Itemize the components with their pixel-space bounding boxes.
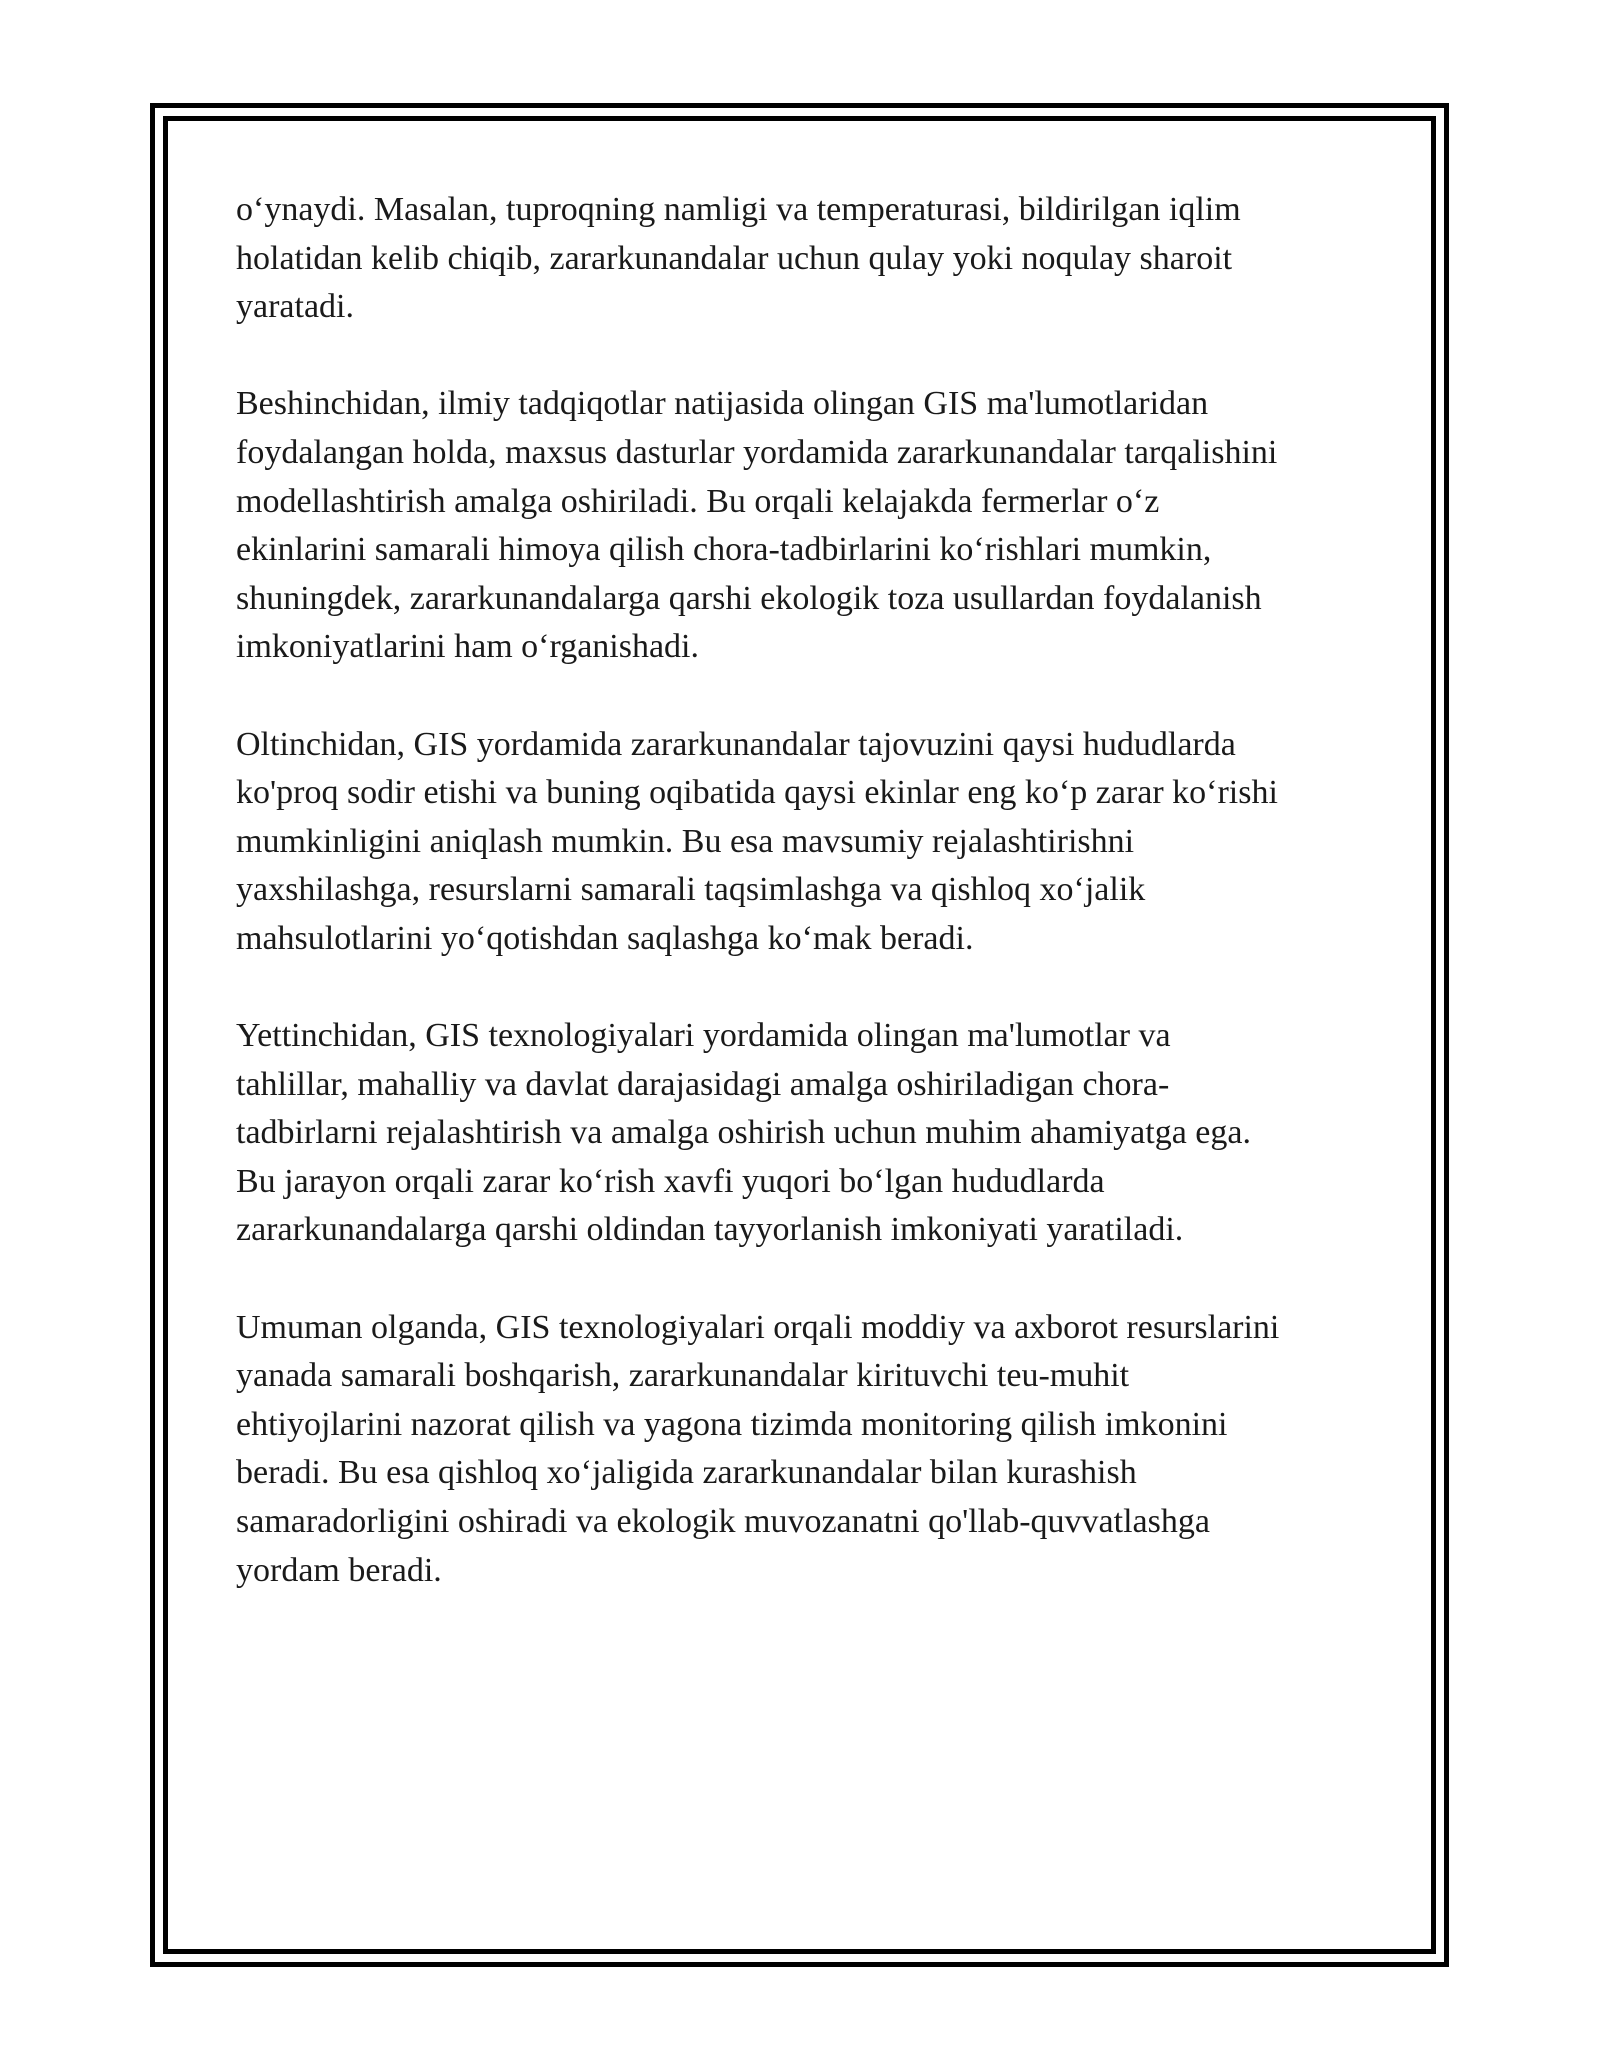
paragraph-1: o‘ynaydi. Masalan, tuproqning namligi va temperaturasi, bildirilgan iqlim holatidan kelib chiqib, zararkunandalar uchun qulay yoki noqulay sharoit yaratadi. [236, 191, 1241, 326]
paragraph-2: Beshinchidan, ilmiy tadqiqotlar natijasida olingan GIS ma'lumotlaridan foydalangan holda, maxsus dasturlar yordamida zararkunandalar tarqalishini modellashtirish amalga oshiriladi. Bu orqali kelajakda fermerlar o‘z ekinlarini samarali himoya qilish chora-tadbirlarini ko‘rishlari mumkin, shuningdek, zararkunandalarga qarshi ekologik toza usullardan foydalanish imkoniyatlarini ham o‘rganishadi. [236, 385, 1278, 666]
document-body [236, 186, 1386, 1644]
paragraph-4: Yettinchidan, GIS texnologiyalari yordamida olingan ma'lumotlar va tahlillar, mahalliy va davlat darajasidagi amalga oshiriladigan chora- tadbirlarni rejalashtirish va amalga oshirish uchun muhim ahamiyatga ega. Bu jarayon orqali zarar ko‘rish xavfi yuqori bo‘lgan hududlarda zararkunandalarga qarshi oldindan tayyorlanish imkoniyati yaratiladi. [236, 1017, 1251, 1249]
paragraph-5: Umuman olganda, GIS texnologiyalari orqali moddiy va axborot resurslarini yanada samarali boshqarish, zararkunandalar kirituvchi teu-muhit ehtiyojlarini nazorat qilish va yagona tizimda monitoring qilish imkonini beradi. Bu esa qishloq xo‘jaligida zararkunandalar bilan kurashish samaradorligini oshiradi va ekologik muvozanatni qo'llab-quvvatlashga yordam beradi. [236, 1308, 1280, 1589]
paragraph-3: Oltinchidan, GIS yordamida zararkunandalar tajovuzini qaysi hududlarda ko'proq sodir etishi va buning oqibatida qaysi ekinlar eng ko‘p zarar ko‘rishi mumkinligini aniqlash mumkin. Bu esa mavsumiy rejalashtirishni yaxshilashga, resurslarni samarali taqsimlashga va qishloq xo‘jalik mahsulotlarini yo‘qotishdan saqlashga ko‘mak beradi. [236, 725, 1278, 957]
